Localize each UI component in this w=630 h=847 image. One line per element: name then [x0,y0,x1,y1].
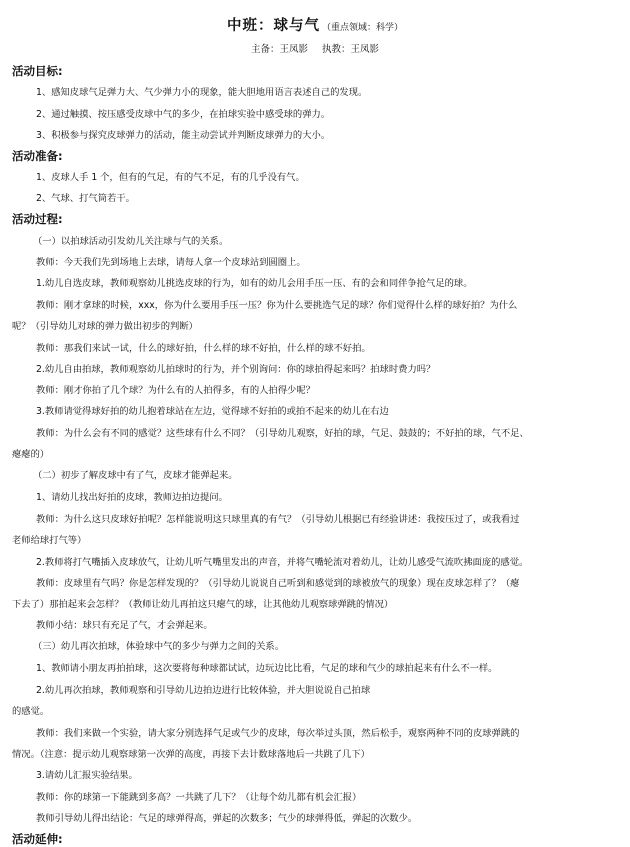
prep-heading: 活动准备: [12,149,63,163]
paragraph-line: 瘪瘪的） [12,449,50,460]
prep-item: 2、气球、打气筒若干。 [36,193,135,204]
paragraph-line: 教师引导幼儿得出结论：气足的球弹得高，弹起的次数多；气少的球弹得低，弹起的次数少。 [36,813,418,824]
paragraph-line: 2.幼儿自由拍球，教师观察幼儿拍球时的行为，并个别询问：你的球拍得起来吗？拍球时费力吗？ [36,364,436,375]
paragraph-line: 教师：皮球里有气吗？你是怎样发现的？（引导幼儿说说自己听到和感觉到的球被放气的现象）现在皮球怎样了？（瘪 [36,578,520,589]
extension-heading: 活动延伸: [12,832,63,846]
section-heading: （二）初步了解皮球中有了气，皮球才能弹起来。 [33,470,238,481]
paragraph-line: 教师小结：球只有充足了气，才会弹起来。 [36,620,213,631]
paragraph-line: 教师：今天我们先到场地上去球，请每人拿一个皮球站到圆圈上。 [36,257,306,268]
paragraph-line: 情况。（注意：提示幼儿观察球第一次弹的高度，再接下去计数球落地后一共跳了几下） [12,749,370,760]
paragraph-line: 2.教师将打气嘴插入皮球放气，让幼儿听气嘴里发出的声音，并将气嘴轮流对着幼儿，让幼儿感受气流吹拂面庞的感觉。 [36,557,529,568]
paragraph-line: 教师：那我们来试一试，什么的球好拍，什么样的球不好拍，什么样的球不好拍。 [36,343,371,354]
prep-item: 1、皮球人手 1 个，但有的气足，有的气不足，有的几乎没有气。 [36,172,305,183]
paragraph-line: 教师：刚才拿球的时候，xxx，你为什么要用手压一压？你为什么要挑选气足的球？你们觉得什么样的球好拍？为什么 [36,300,518,311]
paragraph-line: 教师：为什么会有不同的感觉？这些球有什么不同？（引导幼儿观察，好拍的球，气足、鼓鼓的；不好拍的球，气不足、 [36,428,529,439]
paragraph-line: 教师：刚才你拍了几个球？为什么有的人拍得多，有的人拍得少呢？ [36,385,315,396]
paragraph-line: 的感觉。 [12,706,50,717]
goals-heading: 活动目标: [12,64,63,78]
paragraph-line: 1、教师请小朋友再拍拍球，这次要将每种球都试试，边玩边比比看，气足的球和气少的球拍起来有什么不一样。 [36,663,498,674]
paragraph-line: 3.请幼儿汇报实验结果。 [36,770,138,781]
paragraph-line: 教师：我们来做一个实验，请大家分别选择气足或气少的皮球，每次举过头顶，然后松手，观察两种不同的皮球弹跳的 [36,728,520,739]
paragraph-line: 下去了）那拍起来会怎样？（教师让幼儿再拍这只瘪气的球，让其他幼儿观察球弹跳的情况） [12,599,394,610]
goal-item: 3、积极参与探究皮球弹力的活动，能主动尝试并判断皮球弹力的大小。 [36,130,331,141]
process-heading: 活动过程: [12,212,63,226]
paragraph-line: 3.教师请觉得球好拍的幼儿抱着球站在左边，觉得球不好拍的或拍不起来的幼儿在右边 [36,406,389,417]
host-credit: 主备：王凤影 [250,44,308,55]
teacher-credit: 执教：王凤影 [322,44,380,55]
paragraph-line: 1、请幼儿找出好拍的皮球，教师边拍边提问。 [36,492,228,503]
section-heading: （一）以拍球活动引发幼儿关注球与气的关系。 [33,236,229,247]
section-heading: （三）幼儿再次拍球，体验球中气的多少与弹力之间的关系。 [33,641,285,652]
paragraph-line: 教师：你的球第一下能跳到多高？一共跳了几下？（让每个幼儿都有机会汇报） [36,792,362,803]
title-subtitle: （重点领域：科学） [321,23,403,33]
goal-item: 1、感知皮球气足弹力大、气少弹力小的现象，能大胆地用语言表述自己的发现。 [36,87,368,98]
paragraph-line: 2.幼儿再次拍球，教师观察和引导幼儿边拍边进行比较体验，并大胆说说自己拍球 [36,685,371,696]
paragraph-line: 1.幼儿自选皮球，教师观察幼儿挑选皮球的行为，如有的幼儿会用手压一压、有的会和同伴争抢气足的球。 [36,278,473,289]
paragraph-line: 教师：为什么这只皮球好拍呢？怎样能说明这只球里真的有气？（引导幼儿根据已有经验讲述：我按压过了，或我看过 [36,514,520,525]
paragraph-line: 呢？（引导幼儿对球的弹力做出初步的判断） [12,321,198,332]
document-title [0,14,630,35]
paragraph-line: 老师给球打气等） [12,535,87,546]
goal-item: 2、通过触摸、按压感受皮球中气的多少，在拍球实验中感受球的弹力。 [36,109,331,120]
credits-line [0,41,630,55]
title-text: 中班：球与气 [226,18,320,34]
